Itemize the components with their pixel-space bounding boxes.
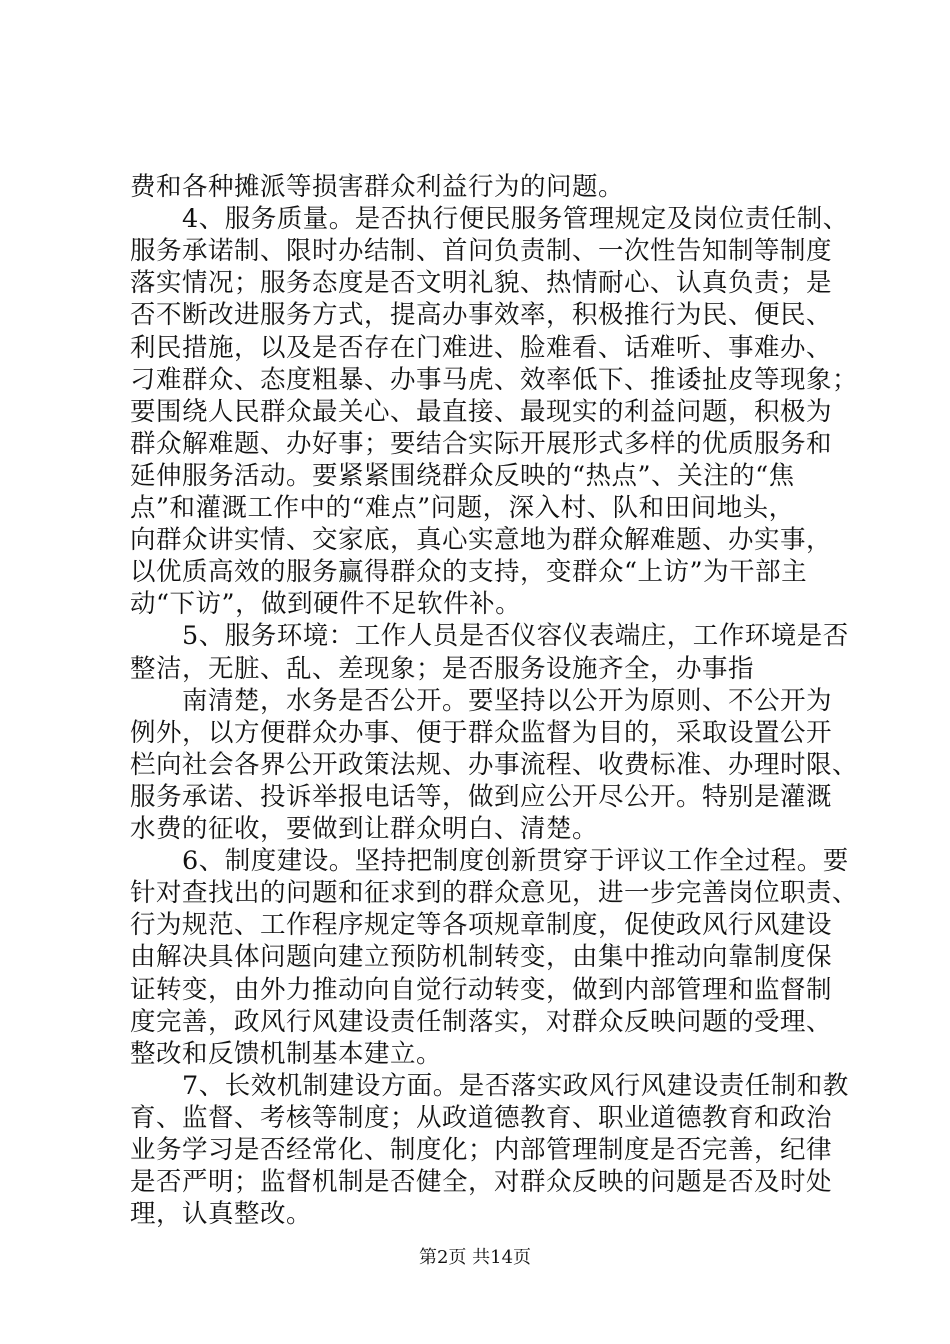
text-line: 栏向社会各界公开政策法规、办事流程、收费标准、办理时限、 xyxy=(130,749,859,780)
text-line: 证转变，由外力推动向自觉行动转变，做到内部管理和监督制 xyxy=(130,974,833,1005)
text-line: 否不断改进服务方式，提高办事效率，积极推行为民、便民、 xyxy=(130,300,833,331)
text-line: 是否严明；监督机制是否健全，对群众反映的问题是否及时处 xyxy=(130,1167,833,1198)
text-line: 以优质高效的服务赢得群众的支持，变群众“上访”为干部主 xyxy=(130,557,808,588)
text-line: 延伸服务活动。要紧紧围绕群众反映的“热点”、关注的“焦 xyxy=(130,460,795,491)
page-number-footer: 第2页 共14页 xyxy=(418,1247,532,1268)
text-line: 4、服务质量。是否执行便民服务管理规定及岗位责任制、 xyxy=(130,204,849,235)
text-line: 刁难群众、态度粗暴、办事马虎、效率低下、推诿扯皮等现象； xyxy=(130,364,859,395)
text-line: 整洁，无脏、乱、差现象；是否服务设施齐全，办事指 xyxy=(130,653,755,684)
text-line: 利民措施，以及是否存在门难进、脸难看、话难听、事难办、 xyxy=(130,332,833,363)
text-line: 6、制度建设。坚持把制度创新贯穿于评议工作全过程。要 xyxy=(130,846,849,877)
text-line: 针对查找出的问题和征求到的群众意见，进一步完善岗位职责、 xyxy=(130,878,859,909)
text-line: 7、长效机制建设方面。是否落实政风行风建设责任制和教 xyxy=(130,1070,849,1101)
text-line: 行为规范、工作程序规定等各项规章制度，促使政风行风建设 xyxy=(130,910,833,941)
text-line: 动“下访”，做到硬件不足软件补。 xyxy=(130,589,522,620)
text-line: 点”和灌溉工作中的“难点”问题，深入村、队和田间地头， xyxy=(130,493,795,523)
text-line: 南清楚，水务是否公开。要坚持以公开为原则、不公开为 xyxy=(130,685,833,716)
text-line: 落实情况；服务态度是否文明礼貌、热情耐心、认真负责；是 xyxy=(130,268,833,299)
text-line: 服务承诺制、限时办结制、首问负责制、一次性告知制等制度 xyxy=(130,236,833,267)
text-line: 服务承诺、投诉举报电话等，做到应公开尽公开。特别是灌溉 xyxy=(130,781,833,812)
text-line: 群众解难题、办好事；要结合实际开展形式多样的优质服务和 xyxy=(130,428,833,459)
text-line: 例外，以方便群众办事、便于群众监督为目的，采取设置公开 xyxy=(130,717,833,748)
text-line: 向群众讲实情、交家底，真心实意地为群众解难题、办实事， xyxy=(130,525,833,556)
text-line: 度完善，政风行风建设责任制落实，对群众反映问题的受理、 xyxy=(130,1006,833,1037)
text-line: 育、监督、考核等制度；从政道德教育、职业道德教育和政治 xyxy=(130,1102,833,1133)
text-line: 费和各种摊派等损害群众利益行为的问题。 xyxy=(130,172,625,202)
text-line: 要围绕人民群众最关心、最直接、最现实的利益问题，积极为 xyxy=(130,396,833,427)
text-line: 水费的征收，要做到让群众明白、清楚。 xyxy=(130,814,599,844)
text-line: 由解决具体问题向建立预防机制转变，由集中推动向靠制度保 xyxy=(130,942,833,973)
text-line: 5、服务环境：工作人员是否仪容仪表端庄，工作环境是否 xyxy=(130,621,849,652)
text-line: 理，认真整改。 xyxy=(130,1199,313,1230)
text-line: 业务学习是否经常化、制度化；内部管理制度是否完善，纪律 xyxy=(130,1135,833,1165)
text-line: 整改和反馈机制基本建立。 xyxy=(130,1038,443,1069)
